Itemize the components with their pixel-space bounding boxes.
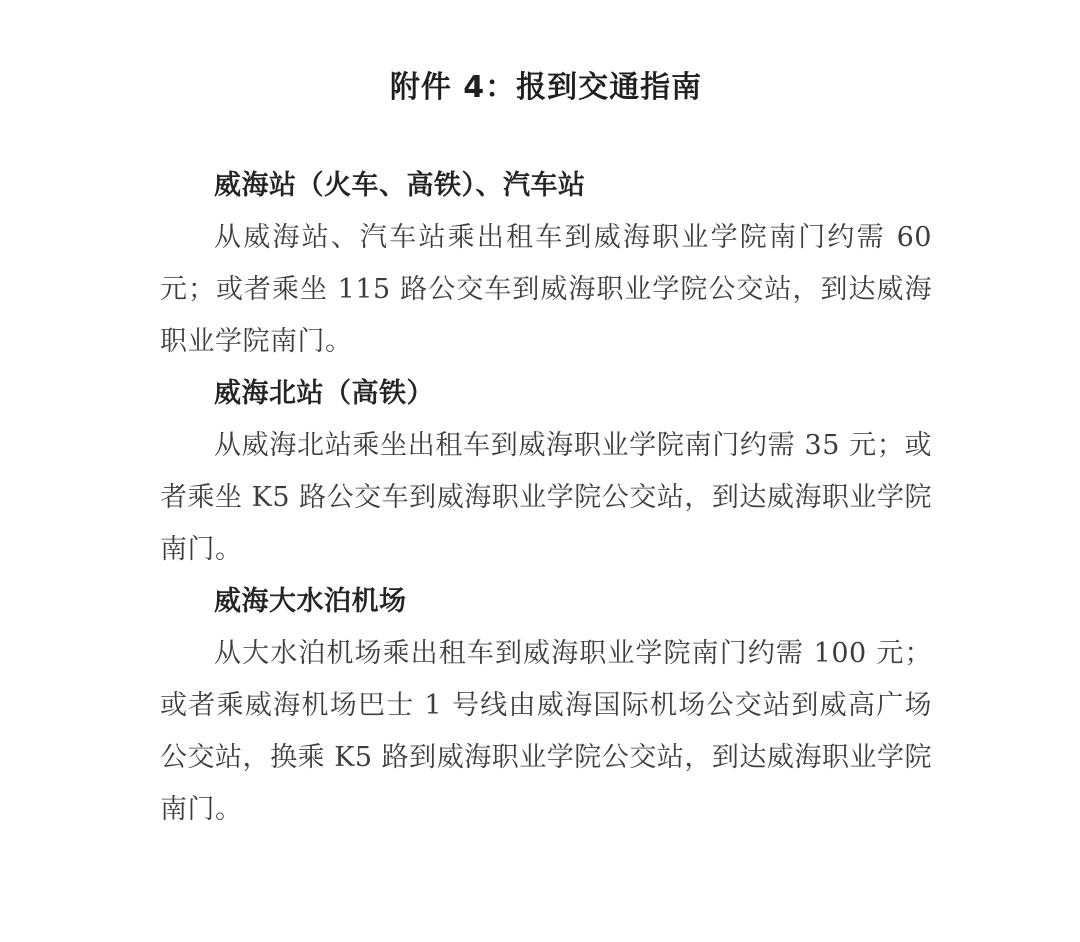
section-heading-weihai-north-station: 威海北站（高铁） (214, 378, 434, 409)
section-body-weihai-north-station: 从威海北站乘坐出租车到威海职业学院南门约需 35 元；或者乘坐 K5 路公交车到威海职业学院公交站，到达威海职业学院南门。 (160, 430, 932, 565)
section-weihai-north-station (160, 368, 932, 576)
section-body-weihai-station: 从威海站、汽车站乘出租车到威海职业学院南门约需 60 元；或者乘坐 115 路公交车到威海职业学院公交站，到达威海职业学院南门。 (160, 222, 932, 357)
section-heading-dashuibo-airport: 威海大水泊机场 (214, 586, 407, 617)
section-body-dashuibo-airport: 从大水泊机场乘出租车到威海职业学院南门约需 100 元；或者乘威海机场巴士 1 号线由威海国际机场公交站到威高广场公交站，换乘 K5 路到威海职业学院公交站，到达威海职业学院南门。 (160, 638, 932, 825)
section-heading-weihai-station: 威海站（火车、高铁）、汽车站 (214, 170, 586, 201)
section-weihai-station (160, 160, 932, 368)
document-title: 附件 4：报到交通指南 (389, 70, 703, 105)
section-dashuibo-airport (160, 576, 932, 836)
